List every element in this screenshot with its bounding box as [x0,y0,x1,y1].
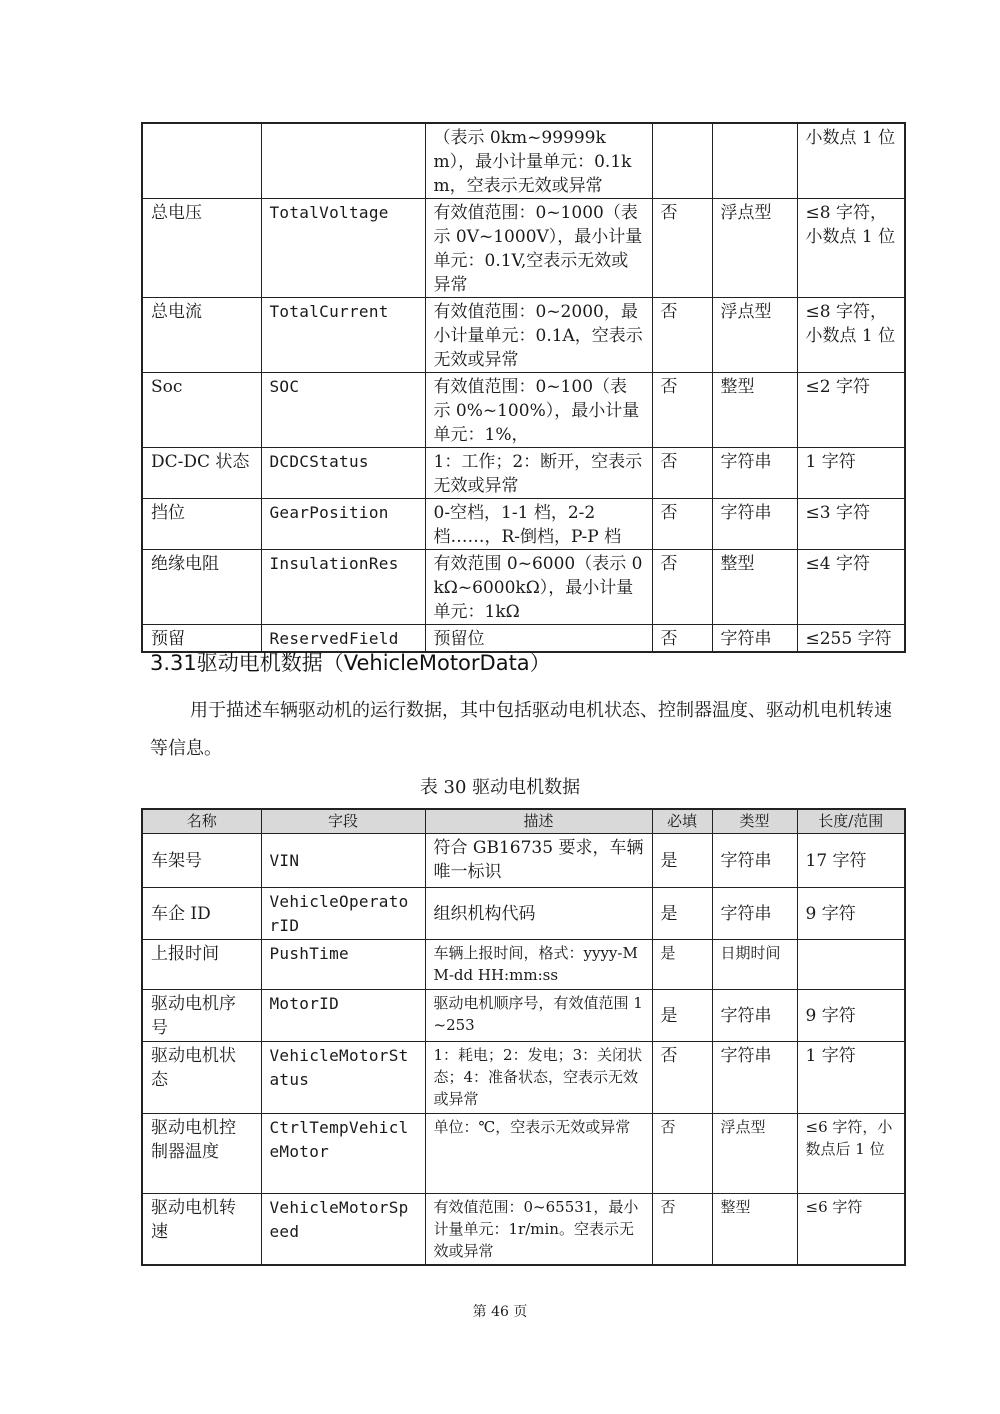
cell-desc: 0-空档，1-1 档，2-2 档……，R-倒档，P-P 档 [425,499,652,550]
cell-length: 小数点 1 位 [797,123,905,199]
cell-field: VehicleMotorSpeed [261,1193,425,1265]
cell-desc: 1：耗电；2：发电；3：关闭状态；4：准备状态，空表示无效或异常 [425,1041,652,1113]
cell-length: ≤8 字符，小数点 1 位 [797,298,905,373]
cell-field: TotalVoltage [261,199,425,298]
cell-type: 浮点型 [712,298,797,373]
cell-desc: （表示 0km~99999km），最小计量单元：0.1km，空表示无效或异常 [425,123,652,199]
table-row [142,550,905,625]
cell-name: 车架号 [142,833,261,887]
cell-required: 否 [652,1041,712,1113]
cell-type: 整型 [712,550,797,625]
cell-required: 否 [652,298,712,373]
section-heading: 3.31驱动电机数据（VehicleMotorData） [150,651,551,675]
cell-field: PushTime [261,939,425,989]
cell-type: 字符串 [712,499,797,550]
cell-field: DCDCStatus [261,448,425,499]
cell-required: 否 [652,448,712,499]
table-row [142,199,905,298]
cell-field: VehicleMotorStatus [261,1041,425,1113]
cell-type: 浮点型 [712,199,797,298]
cell-field: VehicleOperatorID [261,887,425,939]
table-row [142,499,905,550]
header-field: 字段 [261,809,425,833]
cell-field [261,123,425,199]
page-number: 第 46 页 [472,1304,528,1320]
table-row [142,298,905,373]
cell-field: CtrlTempVehicleMotor [261,1113,425,1193]
cell-desc: 组织机构代码 [425,887,652,939]
cell-name: Soc [142,373,261,448]
cell-name: 预留 [142,625,261,653]
table-row [142,833,905,887]
cell-name: 驱动电机状态 [142,1041,261,1113]
table-continued [141,122,906,653]
table-row [142,887,905,939]
cell-required: 是 [652,939,712,989]
cell-required: 否 [652,373,712,448]
cell-desc: 单位：℃，空表示无效或异常 [425,1113,652,1193]
cell-name: DC-DC 状态 [142,448,261,499]
cell-length: ≤3 字符 [797,499,905,550]
cell-required [652,123,712,199]
cell-desc: 有效值范围：0~100（表示 0%~100%），最小计量单元：1%， [425,373,652,448]
cell-name: 上报时间 [142,939,261,989]
cell-length: ≤8 字符，小数点 1 位 [797,199,905,298]
cell-type: 整型 [712,1193,797,1265]
cell-desc: 有效值范围：0~1000（表示 0V~1000V），最小计量单元：0.1V,空表示无效或异常 [425,199,652,298]
header-name: 名称 [142,809,261,833]
cell-length: ≤6 字符 [797,1193,905,1265]
cell-field: SOC [261,373,425,448]
cell-required: 是 [652,833,712,887]
cell-length: 17 字符 [797,833,905,887]
table-row [142,1193,905,1265]
cell-name: 车企 ID [142,887,261,939]
cell-desc: 有效值范围：0~2000，最小计量单元：0.1A，空表示无效或异常 [425,298,652,373]
cell-type: 字符串 [712,989,797,1041]
cell-required: 否 [652,199,712,298]
cell-required: 否 [652,499,712,550]
cell-field: VIN [261,833,425,887]
motor-data-table [141,808,906,1266]
cell-desc: 驱动电机顺序号，有效值范围 1~253 [425,989,652,1041]
table-row [142,123,905,199]
cell-type [712,123,797,199]
cell-required: 否 [652,1193,712,1265]
cell-field: MotorID [261,989,425,1041]
cell-length: ≤2 字符 [797,373,905,448]
cell-name: 驱动电机控制器温度 [142,1113,261,1193]
cell-name: 驱动电机转速 [142,1193,261,1265]
cell-desc: 有效值范围：0~65531，最小计量单元：1r/min。空表示无效或异常 [425,1193,652,1265]
table-row [142,1041,905,1113]
cell-length: ≤6 字符，小数点后 1 位 [797,1113,905,1193]
cell-type: 字符串 [712,1041,797,1113]
cell-length: 1 字符 [797,448,905,499]
cell-type: 日期时间 [712,939,797,989]
cell-length: 1 字符 [797,1041,905,1113]
cell-desc: 预留位 [425,625,652,653]
cell-name: 总电流 [142,298,261,373]
cell-name: 绝缘电阻 [142,550,261,625]
header-length: 长度/范围 [797,809,905,833]
cell-field: ReservedField [261,625,425,653]
cell-field: GearPosition [261,499,425,550]
table-row [142,448,905,499]
section-paragraph: 用于描述车辆驱动机的运行数据，其中包括驱动电机状态、控制器温度、驱动机电机转速等信息。 [150,700,892,759]
cell-type: 整型 [712,373,797,448]
table-row [142,1113,905,1193]
table-header-row [142,809,905,833]
cell-length: 9 字符 [797,887,905,939]
cell-desc: 车辆上报时间，格式：yyyy-MM-dd HH:mm:ss [425,939,652,989]
header-required: 必填 [652,809,712,833]
table-row [142,373,905,448]
cell-field: TotalCurrent [261,298,425,373]
cell-length: ≤255 字符 [797,625,905,653]
cell-desc: 有效范围 0~6000（表示 0kΩ~6000kΩ），最小计量单元：1kΩ [425,550,652,625]
cell-type: 浮点型 [712,1113,797,1193]
table-row [142,989,905,1041]
cell-length [797,939,905,989]
cell-length: ≤4 字符 [797,550,905,625]
cell-desc: 1：工作；2：断开，空表示无效或异常 [425,448,652,499]
table-row [142,939,905,989]
cell-type: 字符串 [712,833,797,887]
table-caption: 表 30 驱动电机数据 [419,777,581,798]
cell-type: 字符串 [712,887,797,939]
cell-desc: 符合 GB16735 要求，车辆唯一标识 [425,833,652,887]
cell-required: 否 [652,550,712,625]
cell-required: 否 [652,625,712,653]
cell-length: 9 字符 [797,989,905,1041]
cell-name: 总电压 [142,199,261,298]
cell-field: InsulationRes [261,550,425,625]
cell-type: 字符串 [712,625,797,653]
cell-name [142,123,261,199]
cell-type: 字符串 [712,448,797,499]
cell-name: 挡位 [142,499,261,550]
header-desc: 描述 [425,809,652,833]
cell-required: 是 [652,989,712,1041]
cell-name: 驱动电机序号 [142,989,261,1041]
cell-required: 否 [652,1113,712,1193]
cell-required: 是 [652,887,712,939]
header-type: 类型 [712,809,797,833]
